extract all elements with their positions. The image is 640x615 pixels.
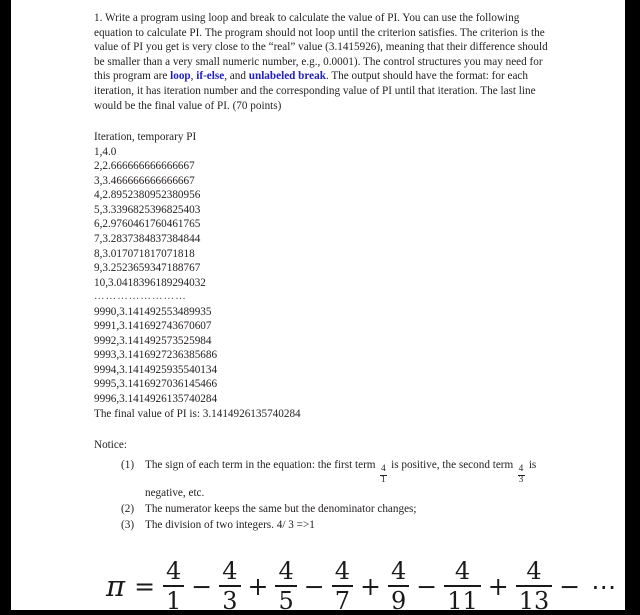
- output-line: 3,3.466666666666667: [94, 174, 195, 187]
- output-line: 1,4.0: [94, 145, 117, 158]
- equation-fraction-4-over-5: [275, 559, 296, 613]
- notice-item: [121, 518, 554, 533]
- equation-operator: −: [303, 571, 325, 601]
- equation-fraction-4-over-9: [388, 559, 409, 613]
- fraction-numerator: 4: [518, 463, 524, 474]
- inline-fraction-4-over-1: [380, 465, 387, 486]
- output-line: 9994,3.1414925935540134: [94, 363, 218, 376]
- keyword-separator-1: ,: [190, 70, 197, 83]
- document-page: [11, 0, 625, 615]
- equation-fraction-4-over-3: [219, 559, 240, 613]
- output-line: 9991,3.141692743670607: [94, 320, 212, 333]
- pi-series-equation: [106, 557, 618, 615]
- equation-ellipsis: ⋯: [591, 571, 618, 601]
- fraction-numerator: 4: [390, 557, 407, 586]
- equation-fraction-4-over-11: [444, 559, 481, 613]
- notice-item-number: (1): [121, 458, 135, 471]
- output-line: 9,3.2523659347188767: [94, 262, 201, 275]
- document-content: [94, 11, 618, 615]
- fraction-numerator: 4: [166, 557, 182, 586]
- notice-item-text: The division of two integers. 4/ 3 =>1: [145, 518, 315, 531]
- output-line: 9996,3.1414926135740284: [94, 393, 218, 405]
- equation-fraction-4-over-7: [332, 559, 353, 613]
- equation-fraction-4-over-1: [163, 559, 184, 613]
- notice-item-number: (2): [121, 502, 135, 515]
- notice-label: Notice:: [94, 439, 127, 452]
- fraction-denominator: 3: [518, 475, 524, 486]
- fraction-numerator: 4: [222, 557, 238, 586]
- notice-text-segment: is negative, etc.: [145, 458, 537, 499]
- keyword-loop: loop: [170, 70, 191, 83]
- notice-item-number: (3): [121, 518, 135, 531]
- output-line: 5,3.3396825396825403: [94, 203, 201, 216]
- program-output-listing: [94, 130, 554, 421]
- question-paragraph: [94, 11, 554, 113]
- output-line: 9992,3.141492573525984: [94, 334, 212, 347]
- question-text-intro: Write a program using loop and break to calculate the value of PI. You can use the following equation to calculate PI. The program should not loop until the criterion satisfies. The criterion is the value of PI you get is very close to the “real” value (3.1415926), meaning that their difference should be smaller than a very small numeric number, e.g., 0.0001). The control structures you may need for this program are: [94, 12, 548, 83]
- fraction-denominator: 7: [334, 587, 350, 615]
- equation-operator: +: [247, 571, 269, 601]
- equation-operator: +: [360, 571, 381, 601]
- pi-symbol: π: [106, 568, 126, 603]
- output-final-value: The final value of PI is: 3.1414926135740284: [94, 407, 301, 420]
- fraction-numerator: 4: [334, 557, 350, 586]
- notice-item-text: The numerator keeps the same but the denominator changes;: [145, 502, 417, 515]
- fraction-denominator: 5: [278, 587, 294, 615]
- fraction-numerator: 4: [380, 463, 386, 474]
- notice-item: [121, 502, 554, 517]
- keyword-if-else: if-else: [196, 70, 225, 83]
- output-ellipsis: ……………………: [94, 291, 187, 303]
- output-line: 9990,3.141492553489935: [94, 305, 212, 318]
- fraction-numerator: 4: [526, 557, 542, 586]
- question-number: 1.: [94, 12, 103, 24]
- equation-operator: −: [191, 571, 213, 601]
- fraction-denominator: 1: [166, 587, 182, 615]
- output-line: 8,3.017071817071818: [94, 247, 195, 260]
- output-line: 2,2.666666666666667: [94, 160, 195, 173]
- output-line: 4,2.8952380952380956: [94, 189, 201, 202]
- keyword-separator-2: , and: [224, 70, 249, 83]
- output-line: 7,3.2837384837384844: [94, 232, 201, 245]
- fraction-denominator: 11: [447, 587, 478, 615]
- output-line: 9993,3.1416927236385686: [94, 349, 218, 362]
- fraction-denominator: 3: [222, 587, 238, 615]
- equals-sign: =: [134, 571, 156, 601]
- output-line: 9995,3.1416927036145466: [94, 378, 218, 391]
- notice-text-segment: is positive, the second term: [388, 458, 517, 471]
- fraction-denominator: 9: [390, 587, 407, 615]
- output-header: Iteration, temporary PI: [94, 131, 197, 144]
- equation-fraction-4-over-13: [516, 559, 553, 613]
- keyword-unlabeled-break: unlabeled break: [248, 70, 326, 83]
- equation-operator: −: [416, 571, 438, 601]
- equation-operator: +: [487, 571, 509, 601]
- notice-item-text: [145, 458, 554, 501]
- fraction-numerator: 4: [454, 557, 471, 586]
- notice-item: [121, 458, 554, 501]
- fraction-numerator: 4: [278, 557, 294, 586]
- inline-fraction-4-over-3: [518, 465, 525, 486]
- notice-list: [121, 458, 554, 533]
- output-line: 10,3.0418396189294032: [94, 276, 206, 289]
- notice-text-segment: The sign of each term in the equation: the first term: [145, 458, 379, 471]
- fraction-denominator: 1: [380, 475, 386, 486]
- fraction-denominator: 13: [518, 587, 550, 615]
- equation-trailing-operator: −: [559, 571, 581, 601]
- question-text-outro: . The output should have the format: for each iteration, it has iteration number and the corresponding value of PI until that iteration. The last line would be the final value of PI. (70 points): [94, 70, 536, 112]
- output-line: 6,2.9760461760461765: [94, 218, 201, 231]
